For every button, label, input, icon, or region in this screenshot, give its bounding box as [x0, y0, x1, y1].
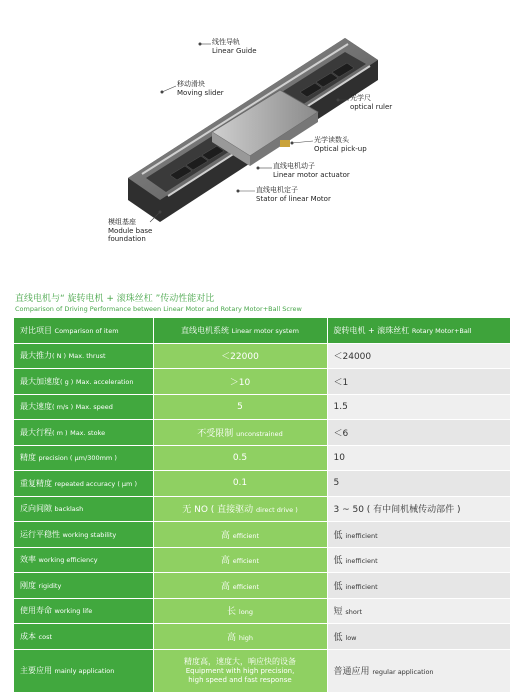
rotary-value: [327, 522, 510, 548]
value-main: 0.1: [232, 478, 248, 489]
label-zh: 精度: [20, 453, 36, 463]
label-en: Linear Guide: [212, 46, 257, 55]
value-main: 3 ~ 50 ( 有中间机械传动部件 ): [333, 505, 461, 516]
value-main: 高: [220, 581, 230, 592]
value-en: inefficient: [345, 582, 378, 591]
table-row: [14, 394, 510, 420]
label-en: Module base foundation: [108, 226, 153, 243]
row-label: [14, 624, 153, 650]
row-label: [14, 649, 153, 692]
rotary-value: [327, 445, 510, 471]
label-en: repeated accuracy ( μm ): [54, 479, 137, 488]
value-main: 1.5: [333, 401, 348, 412]
label-en: cost: [38, 632, 53, 641]
rotary-value: [327, 649, 510, 692]
value-main: 低: [333, 530, 343, 541]
value-main: ＜22000: [221, 352, 259, 363]
value-en: high: [238, 633, 254, 642]
value-main: ＜6: [333, 428, 349, 439]
value-main: 低: [333, 556, 343, 567]
value-main: 长: [227, 607, 237, 618]
value-main: 10: [333, 452, 345, 463]
rotary-value: [327, 547, 510, 573]
label-en: working stability: [62, 530, 117, 539]
linear-value: [153, 547, 327, 573]
heading-zh: 直线电机与“ 旋转电机 + 滚珠丝杠 ”传动性能对比: [15, 294, 215, 304]
label-en: Moving slider: [177, 88, 224, 97]
label-zh: 主要应用: [20, 666, 52, 675]
linear-value: [153, 445, 327, 471]
linear-motor-module-diagram: [0, 0, 521, 280]
header-en: Linear motor system: [231, 326, 299, 335]
value-en: regular application: [372, 668, 434, 676]
label-zh: 运行平稳性: [20, 529, 60, 539]
value-en: inefficient: [345, 557, 378, 566]
header-zh: 直线电机系统: [181, 325, 230, 335]
label-en: working efficiency: [38, 556, 98, 565]
label-zh: 效率: [20, 555, 36, 565]
value-main: 5: [237, 401, 243, 412]
rotary-value: [327, 420, 510, 446]
linear-value: [153, 573, 327, 599]
table-row: [14, 343, 510, 369]
label-en: Max. stoke: [70, 428, 106, 437]
rotary-value: [327, 573, 510, 599]
row-label: [14, 343, 153, 369]
label-unit: ( m/s ): [52, 403, 74, 412]
value-en: direct drive ): [256, 506, 298, 515]
value-en: efficient: [232, 582, 260, 591]
rotary-value: [327, 394, 510, 420]
value-zh: 普通应用: [333, 667, 370, 677]
rotary-value: [327, 624, 510, 650]
header-en: Rotary Motor+Ball: [411, 326, 472, 335]
value-main: 高: [220, 530, 230, 541]
value-main: 短: [333, 607, 343, 618]
comparison-heading: [15, 294, 302, 314]
value-en: long: [238, 608, 253, 617]
label-en: optical ruler: [350, 102, 393, 111]
header-linear-motor: [153, 318, 327, 343]
label-zh: 反向间隙: [20, 504, 52, 514]
linear-value: [153, 496, 327, 522]
linear-value: [153, 420, 327, 446]
label-zh: 最大加速度: [20, 376, 60, 386]
label-en: working life: [54, 607, 93, 616]
value-en: efficient: [232, 531, 260, 540]
row-label: [14, 471, 153, 497]
value-en-line1: Equipment with high precision,: [185, 666, 295, 675]
header-comparison-item: [14, 318, 153, 343]
value-zh: 精度高，速度大，响应快的设备: [184, 656, 296, 666]
rotary-value: [327, 343, 510, 369]
value-en-line2: high speed and fast response: [188, 675, 292, 684]
row-label: [14, 522, 153, 548]
value-main: 高: [220, 556, 230, 567]
rotary-value: [327, 496, 510, 522]
label-en: Linear motor actuator: [273, 170, 350, 179]
label-zh: 线性导轨: [212, 38, 240, 46]
table-row: [14, 445, 510, 471]
label-en: Max. speed: [75, 403, 113, 412]
rotary-value: [327, 598, 510, 624]
value-en: unconstrained: [236, 429, 283, 438]
linear-value: [153, 343, 327, 369]
value-main: ＜24000: [333, 352, 372, 363]
table-row: [14, 624, 510, 650]
table-row: [14, 522, 510, 548]
row-label: [14, 394, 153, 420]
table-row: [14, 598, 510, 624]
heading-en: Comparison of Driving Performance between Linear Motor and Rotary Motor+Ball Screw: [15, 305, 302, 313]
table-row: [14, 573, 510, 599]
label-en: mainly application: [54, 667, 115, 675]
header-zh: 对比项目: [20, 325, 52, 335]
label-unit: ( m ): [52, 428, 68, 437]
value-main: 低: [333, 632, 343, 643]
label-en: Optical pick-up: [314, 144, 367, 153]
value-main: 高: [226, 632, 236, 643]
table-row-application: [14, 649, 510, 692]
value-en: efficient: [232, 557, 260, 566]
row-label: [14, 598, 153, 624]
label-zh: 成本: [20, 631, 36, 641]
value-main: 5: [333, 478, 340, 489]
linear-value: [153, 394, 327, 420]
label-en: Max. thrust: [68, 352, 106, 361]
leader-lines: [0, 0, 521, 280]
label-unit: ( N ): [52, 352, 67, 361]
label-unit: ( g ): [60, 377, 74, 386]
value-en: low: [345, 633, 357, 642]
table-row: [14, 471, 510, 497]
label-zh: 模组基座: [108, 218, 136, 226]
label-zh: 最大行程: [20, 427, 52, 437]
label-zh: 光学读数头: [314, 136, 349, 144]
rotary-value: [327, 369, 510, 395]
label-zh: 直线电机定子: [256, 186, 298, 194]
label-zh: 最大速度: [20, 402, 52, 412]
header-en: Comparison of item: [54, 326, 119, 335]
label-zh: 刚度: [20, 580, 36, 590]
row-label: [14, 369, 153, 395]
label-en: rigidity: [38, 581, 62, 590]
table-row: [14, 369, 510, 395]
linear-value: [153, 649, 327, 692]
value-main: ＜1: [333, 377, 349, 388]
label-en: precision ( μm/300mm ): [38, 454, 117, 463]
rotary-value: [327, 471, 510, 497]
value-main: 无 NO ( 直接驱动: [182, 505, 254, 516]
table-header-row: [14, 318, 510, 343]
label-zh: 使用寿命: [20, 606, 52, 616]
linear-value: [153, 369, 327, 395]
table-row: [14, 547, 510, 573]
table-row: [14, 496, 510, 522]
header-rotary-motor: [327, 318, 510, 343]
linear-value: [153, 598, 327, 624]
label-en: Max. acceleration: [75, 377, 134, 386]
value-en: inefficient: [345, 531, 378, 540]
row-label: [14, 573, 153, 599]
value-main: 不受限制: [197, 428, 234, 439]
label-zh: 最大推力: [20, 351, 52, 361]
label-zh: 移动滑块: [177, 80, 205, 88]
row-label: [14, 547, 153, 573]
linear-value: [153, 624, 327, 650]
label-zh: 直线电机动子: [273, 162, 315, 170]
table-row: [14, 420, 510, 446]
value-main: 0.5: [232, 452, 248, 463]
value-main: ＞10: [229, 377, 251, 388]
linear-value: [153, 522, 327, 548]
value-en: short: [345, 608, 363, 617]
row-label: [14, 445, 153, 471]
label-zh: 光学尺: [350, 94, 371, 102]
row-label: [14, 420, 153, 446]
label-zh: 重复精度: [20, 478, 52, 488]
linear-value: [153, 471, 327, 497]
label-en: Stator of linear Motor: [256, 194, 331, 203]
label-en: backlash: [54, 505, 84, 514]
header-zh: 旋转电机 + 滚珠丝杠: [333, 325, 410, 335]
row-label: [14, 496, 153, 522]
comparison-table: [14, 318, 510, 693]
value-main: 低: [333, 581, 343, 592]
